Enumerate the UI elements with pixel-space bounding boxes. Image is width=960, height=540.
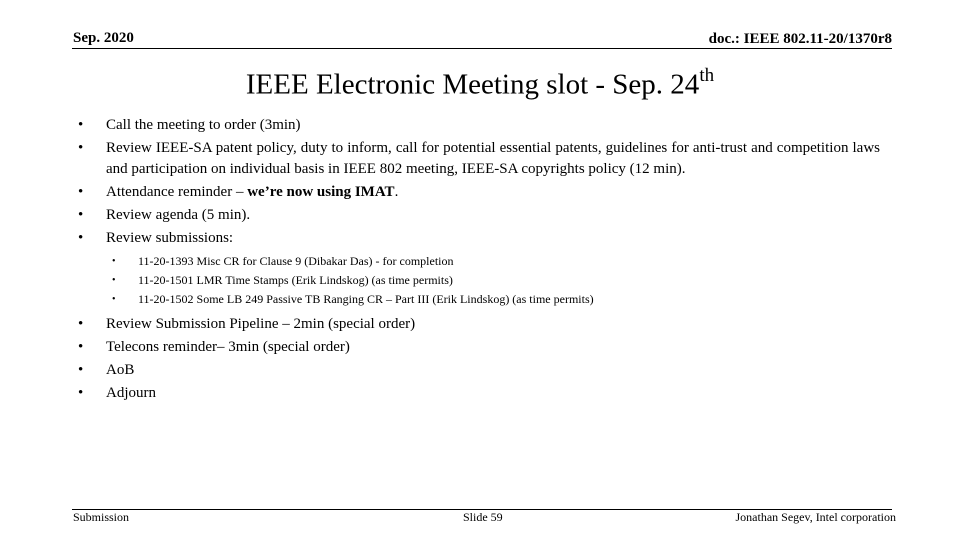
header-date: Sep. 2020 (73, 30, 134, 46)
footer-author: Jonathan Segev, Intel corporation (735, 510, 896, 524)
bullet-icon: • (78, 140, 84, 156)
agenda-item-attendance (72, 182, 880, 203)
bullet-icon: • (78, 230, 84, 246)
agenda-item-adjourn (72, 383, 880, 404)
agenda-item-review-submissions (72, 228, 880, 249)
submission-text: 11-20-1501 LMR Time Stamps (Erik Lindskog) (as time permits) (138, 273, 453, 287)
bullet-icon: • (78, 117, 84, 133)
bullet-icon: • (112, 256, 116, 267)
bullet-icon: • (78, 362, 84, 378)
bullet-icon: • (78, 385, 84, 401)
header-divider (72, 48, 892, 49)
bullet-icon: • (112, 275, 116, 286)
agenda-item-patent-policy (72, 138, 880, 180)
bullet-icon: • (78, 207, 84, 223)
agenda-item-aob (72, 360, 880, 381)
submission-list (72, 252, 880, 309)
bullet-icon: • (78, 316, 84, 332)
agenda-item-text: AoB (106, 362, 135, 378)
submission-text: 11-20-1502 Some LB 249 Passive TB Ranging CR – Part III (Erik Lindskog) (as time permits) (138, 292, 594, 306)
slide-title-main: IEEE Electronic Meeting slot - Sep. 24 (245, 68, 700, 101)
slide-title (0, 58, 960, 105)
agenda-item-telecons (72, 337, 880, 358)
submission-item (72, 290, 880, 309)
agenda-item-text: Review Submission Pipeline – 2min (special order) (106, 316, 416, 332)
agenda-item-text: Adjourn (106, 385, 156, 401)
submission-text: 11-20-1393 Misc CR for Clause 9 (Dibakar Das) - for completion (138, 254, 454, 268)
attendance-imat-note: we’re now using IMAT (247, 184, 395, 200)
agenda-item-text: Review agenda (5 min). (106, 207, 251, 223)
attendance-period: . (394, 184, 399, 200)
footer-submission: Submission (73, 510, 130, 524)
submission-item (72, 252, 880, 271)
agenda-item-text: Review IEEE-SA patent policy, duty to inform, call for potential essential patents, guidelines for anti-trust and competition laws and participation on individual basis in IEEE 802 meeting, IEEE-SA copyrights policy (12 min). (106, 140, 880, 177)
agenda-list (72, 115, 880, 406)
agenda-item-text (106, 182, 880, 203)
submission-item (72, 271, 880, 290)
agenda-item-text: Telecons reminder– 3min (special order) (106, 339, 350, 355)
bullet-icon: • (112, 294, 116, 305)
agenda-item-review-agenda (72, 205, 880, 226)
bullet-icon: • (78, 184, 84, 200)
agenda-item-text: Call the meeting to order (3min) (106, 117, 301, 133)
agenda-item-text: Review submissions: (106, 230, 234, 246)
attendance-text: Attendance reminder – (106, 184, 248, 200)
agenda-item-call-to-order (72, 115, 880, 136)
slide-title-superscript: th (699, 65, 715, 86)
bullet-icon: • (78, 339, 84, 355)
footer-slide-number: Slide 59 (463, 510, 503, 524)
header-doc-id: doc.: IEEE 802.11-20/1370r8 (708, 31, 892, 47)
agenda-item-pipeline (72, 314, 880, 335)
